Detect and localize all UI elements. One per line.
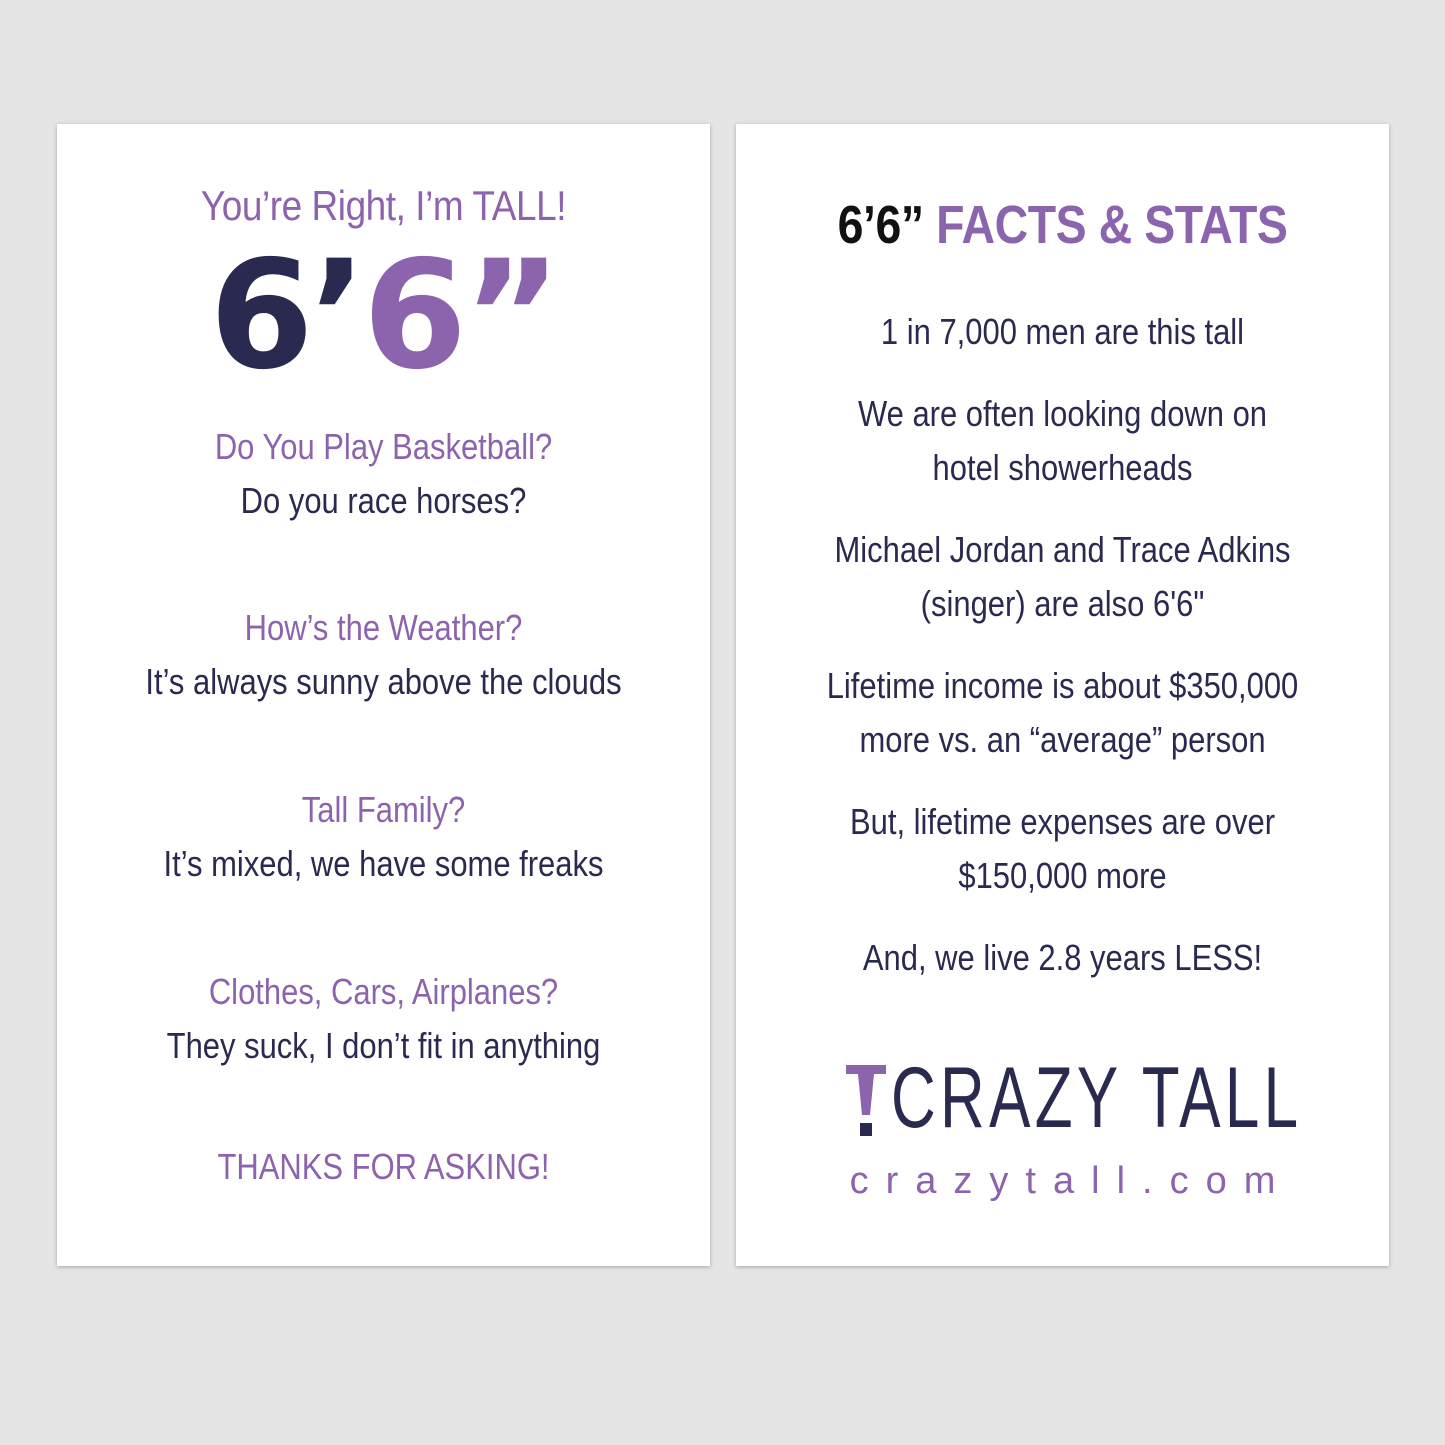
qa-item (103, 783, 665, 891)
fact-line: Lifetime income is about $350,000 (826, 665, 1299, 706)
fact-item (782, 659, 1344, 767)
fact-line: hotel showerheads (932, 447, 1193, 488)
answer: It’s mixed, we have some freaks (163, 843, 604, 884)
fact-item (782, 931, 1344, 985)
facts-title-height: 6’6” (837, 195, 924, 255)
question: Tall Family? (301, 789, 466, 830)
qa-item (103, 420, 665, 528)
headline: You’re Right, I’m TALL! (200, 182, 567, 229)
question: Do You Play Basketball? (214, 426, 553, 467)
fact-line: Michael Jordan and Trace Adkins (834, 529, 1291, 570)
thanks-text: THANKS FOR ASKING! (217, 1146, 550, 1187)
question: How’s the Weather? (244, 607, 523, 648)
website-link[interactable]: crazytall.com (849, 1160, 1293, 1202)
exclamation-t-icon (844, 1065, 888, 1137)
fact-line: (singer) are also 6'6" (920, 583, 1205, 624)
fact-line: more vs. an “average” person (859, 719, 1266, 760)
facts-title-label: FACTS & STATS (936, 195, 1288, 255)
fact-line: But, lifetime expenses are over (849, 801, 1276, 842)
question: Clothes, Cars, Airplanes? (208, 971, 559, 1012)
fact-item (782, 795, 1344, 903)
answer: Do you race horses? (240, 480, 527, 521)
fact-item (782, 387, 1344, 495)
right-card (736, 124, 1389, 1266)
fact-line: And, we live 2.8 years LESS! (862, 937, 1263, 978)
qa-item (103, 965, 665, 1073)
fact-item (782, 523, 1344, 631)
fact-line: We are often looking down on (857, 393, 1268, 434)
fact-line: $150,000 more (958, 855, 1167, 896)
big-height (57, 229, 710, 403)
crazy-tall-logo (736, 1050, 1389, 1146)
logo-text: CRAZY TALL (891, 1050, 1303, 1146)
qa-item (103, 601, 665, 709)
answer: They suck, I don’t fit in anything (166, 1025, 601, 1066)
fact-item (782, 305, 1344, 359)
height-feet: 6’ (209, 229, 363, 403)
facts-title (782, 194, 1344, 256)
height-inches: 6” (362, 229, 558, 403)
left-card (57, 124, 710, 1266)
answer: It’s always sunny above the clouds (145, 661, 622, 702)
fact-line: 1 in 7,000 men are this tall (880, 311, 1245, 352)
